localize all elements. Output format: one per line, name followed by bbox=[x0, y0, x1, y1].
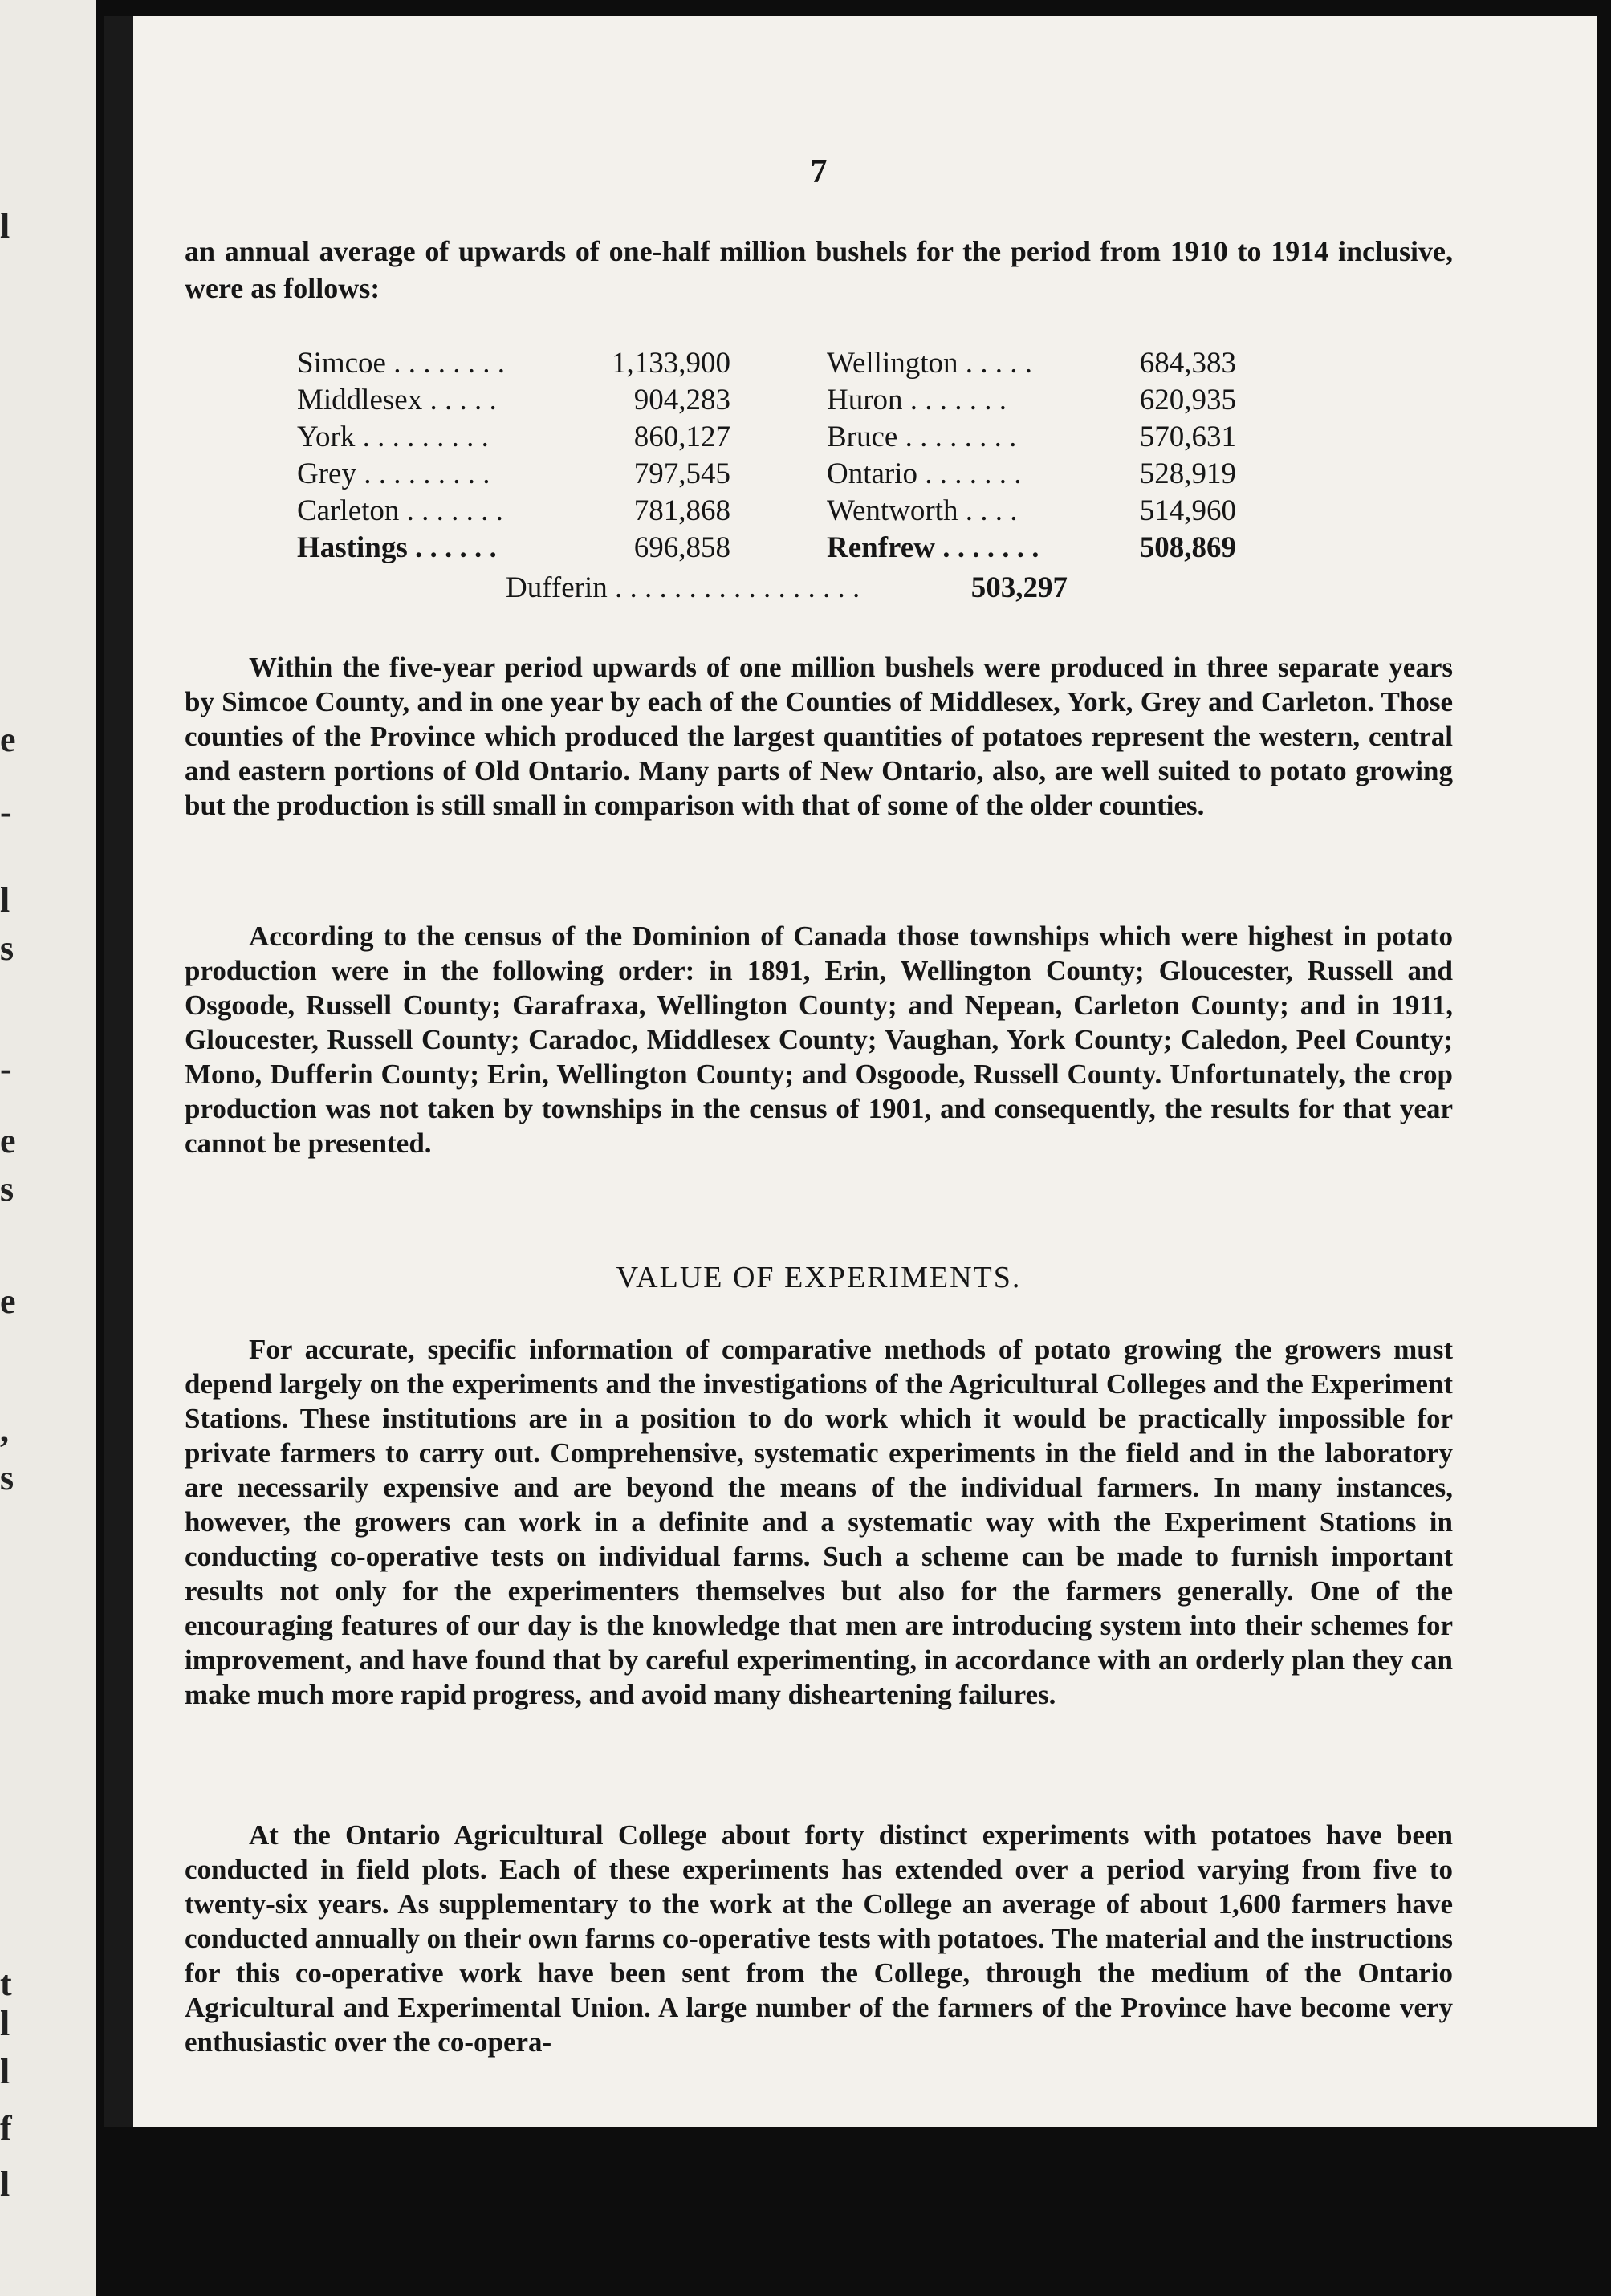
county-name: Renfrew . . . . . . . bbox=[827, 531, 1039, 564]
margin-fragment: l bbox=[0, 2164, 10, 2204]
table-row-dufferin bbox=[506, 570, 1068, 607]
county-value: 696,858 bbox=[633, 531, 730, 564]
county-entry bbox=[297, 419, 803, 456]
county-name: Dufferin . . . . . . . . . . . . . . . . . bbox=[506, 571, 860, 604]
county-value: 620,935 bbox=[1139, 384, 1236, 417]
paragraph: Within the five-year period upwards of one million bushels were produced in three separate years by Simcoe County, and in one year by each of the Counties of Middlesex, York, Grey and Carleton. Those counties of the Province which produced the largest quantities of potatoes represent the western, central and eastern portions of Old Ontario. Many parts of New Ontario, also, are well suited to potato growing but the production is still small in comparison with that of some of the older counties. bbox=[185, 652, 1453, 821]
county-value: 684,383 bbox=[1139, 347, 1236, 380]
margin-fragment: l bbox=[0, 206, 10, 246]
paragraph: According to the census of the Dominion of Canada those townships which were highest in potato production were in the following order: in 1891, Erin, Wellington County; Gloucester, Russell and Osgoode, Russell County; Garafraxa, Wellington County; and Nepean, Carleton County; and in 1911, Gloucester, Russell County; Caradoc, Middlesex County; Vaughan, York County; Caledon, Peel County; Mono, Dufferin County; Erin, Wellington County; and Osgoode, Russell County. Unfortunately, the crop production was not taken by townships in the census of 1901, and consequently, the results for that year cannot be presented. bbox=[185, 920, 1453, 1159]
county-entry bbox=[803, 419, 1308, 456]
county-value: 503,297 bbox=[970, 571, 1068, 604]
county-name: Huron . . . . . . . bbox=[827, 384, 1007, 417]
county-name: Wentworth . . . . bbox=[827, 494, 1018, 527]
margin-fragment: l bbox=[0, 2052, 10, 2091]
margin-fragment: s bbox=[0, 1169, 14, 1209]
table-row bbox=[297, 382, 1308, 419]
margin-fragment: t bbox=[0, 1964, 12, 2003]
county-value: 528,919 bbox=[1139, 457, 1236, 490]
county-value: 797,545 bbox=[633, 457, 730, 490]
county-production-table bbox=[297, 345, 1308, 626]
county-entry bbox=[803, 456, 1308, 493]
margin-fragment: l bbox=[0, 2004, 10, 2043]
table-row bbox=[297, 493, 1308, 530]
margin-fragment: s bbox=[0, 929, 14, 968]
margin-fragment: s bbox=[0, 1458, 14, 1497]
county-name: Bruce . . . . . . . . bbox=[827, 421, 1017, 453]
county-name: Carleton . . . . . . . bbox=[297, 494, 503, 527]
section-heading: VALUE OF EXPERIMENTS. bbox=[616, 1261, 1022, 1294]
paragraph: At the Ontario Agricultural College about forty distinct experiments with potatoes have been conducted in field plots. Each of these experiments has extended over a period varying from five to twenty-six years. As supplementary to the work at the College an average of about 1,600 farmers have conducted annually on their own farms co-operative tests with potatoes. The material and the instructions for this co-operative work have been sent from the College, through the medium of the Ontario Agricultural and Experimental Union. A large number of the farmers of the Province have become very enthusiastic over the co-opera- bbox=[185, 1819, 1453, 2058]
county-name: Wellington . . . . . bbox=[827, 347, 1033, 380]
county-entry bbox=[297, 345, 803, 382]
county-name: Grey . . . . . . . . . bbox=[297, 457, 490, 490]
intro-paragraph: an annual average of upwards of one-half million bushels for the period from 1910 to 1914 inclusive, were as follows: bbox=[185, 235, 1453, 304]
table-row bbox=[297, 456, 1308, 493]
county-name: Hastings . . . . . . bbox=[297, 531, 497, 564]
margin-fragment: l bbox=[0, 880, 10, 920]
county-value: 514,960 bbox=[1139, 494, 1236, 527]
margin-fragment: e bbox=[0, 1282, 16, 1321]
county-name: Ontario . . . . . . . bbox=[827, 457, 1022, 490]
page-number: 7 bbox=[810, 153, 828, 190]
county-name: Simcoe . . . . . . . . bbox=[297, 347, 505, 380]
margin-fragment: f bbox=[0, 2108, 12, 2148]
table-row bbox=[297, 419, 1308, 456]
margin-fragment: - bbox=[0, 1049, 12, 1088]
county-value: 904,283 bbox=[633, 384, 730, 417]
paragraph: For accurate, specific information of comparative methods of potato growing the growers must depend largely on the experiments and the investigations of the Agricultural Colleges and the Experiment Stations. These institutions are in a position to do work which it would be practically impossible for private farmers to carry out. Comprehensive, systematic experiments in the field and in the laboratory are necessarily expensive and are beyond the means of the individual farmers. In many instances, however, the growers can work in a definite and a systematic way with the Experiment Stations in conducting co-operative tests on individual farms. Such a scheme can be made to furnish important results not only for the experimenters themselves but also for the farmers generally. One of the encouraging features of our day is the knowledge that men are introducing system into their schemes for improvement, and have found that by careful experimenting, in accordance with an orderly plan they can make much more rapid progress, and avoid many disheartening failures. bbox=[185, 1334, 1453, 1710]
county-entry bbox=[803, 493, 1308, 530]
table-row bbox=[297, 345, 1308, 382]
county-entry bbox=[297, 382, 803, 419]
county-value: 508,869 bbox=[1139, 531, 1236, 564]
county-value: 860,127 bbox=[633, 421, 730, 453]
county-name: York . . . . . . . . . bbox=[297, 421, 489, 453]
table-row bbox=[297, 530, 1308, 567]
county-value: 781,868 bbox=[633, 494, 730, 527]
county-entry bbox=[803, 382, 1308, 419]
county-name: Middlesex . . . . . bbox=[297, 384, 497, 417]
adjacent-page-strip bbox=[0, 0, 96, 2296]
scanned-page bbox=[104, 16, 1597, 2127]
county-entry bbox=[297, 456, 803, 493]
page-binding-edge bbox=[104, 16, 133, 2127]
county-entry bbox=[803, 530, 1308, 567]
county-value: 1,133,900 bbox=[612, 347, 730, 380]
county-entry bbox=[297, 493, 803, 530]
margin-fragment: e bbox=[0, 720, 16, 759]
county-entry bbox=[803, 345, 1308, 382]
margin-fragment: , bbox=[0, 1410, 9, 1449]
county-entry bbox=[297, 530, 803, 567]
margin-fragment: e bbox=[0, 1121, 16, 1160]
margin-fragment: - bbox=[0, 792, 12, 831]
county-value: 570,631 bbox=[1139, 421, 1236, 453]
